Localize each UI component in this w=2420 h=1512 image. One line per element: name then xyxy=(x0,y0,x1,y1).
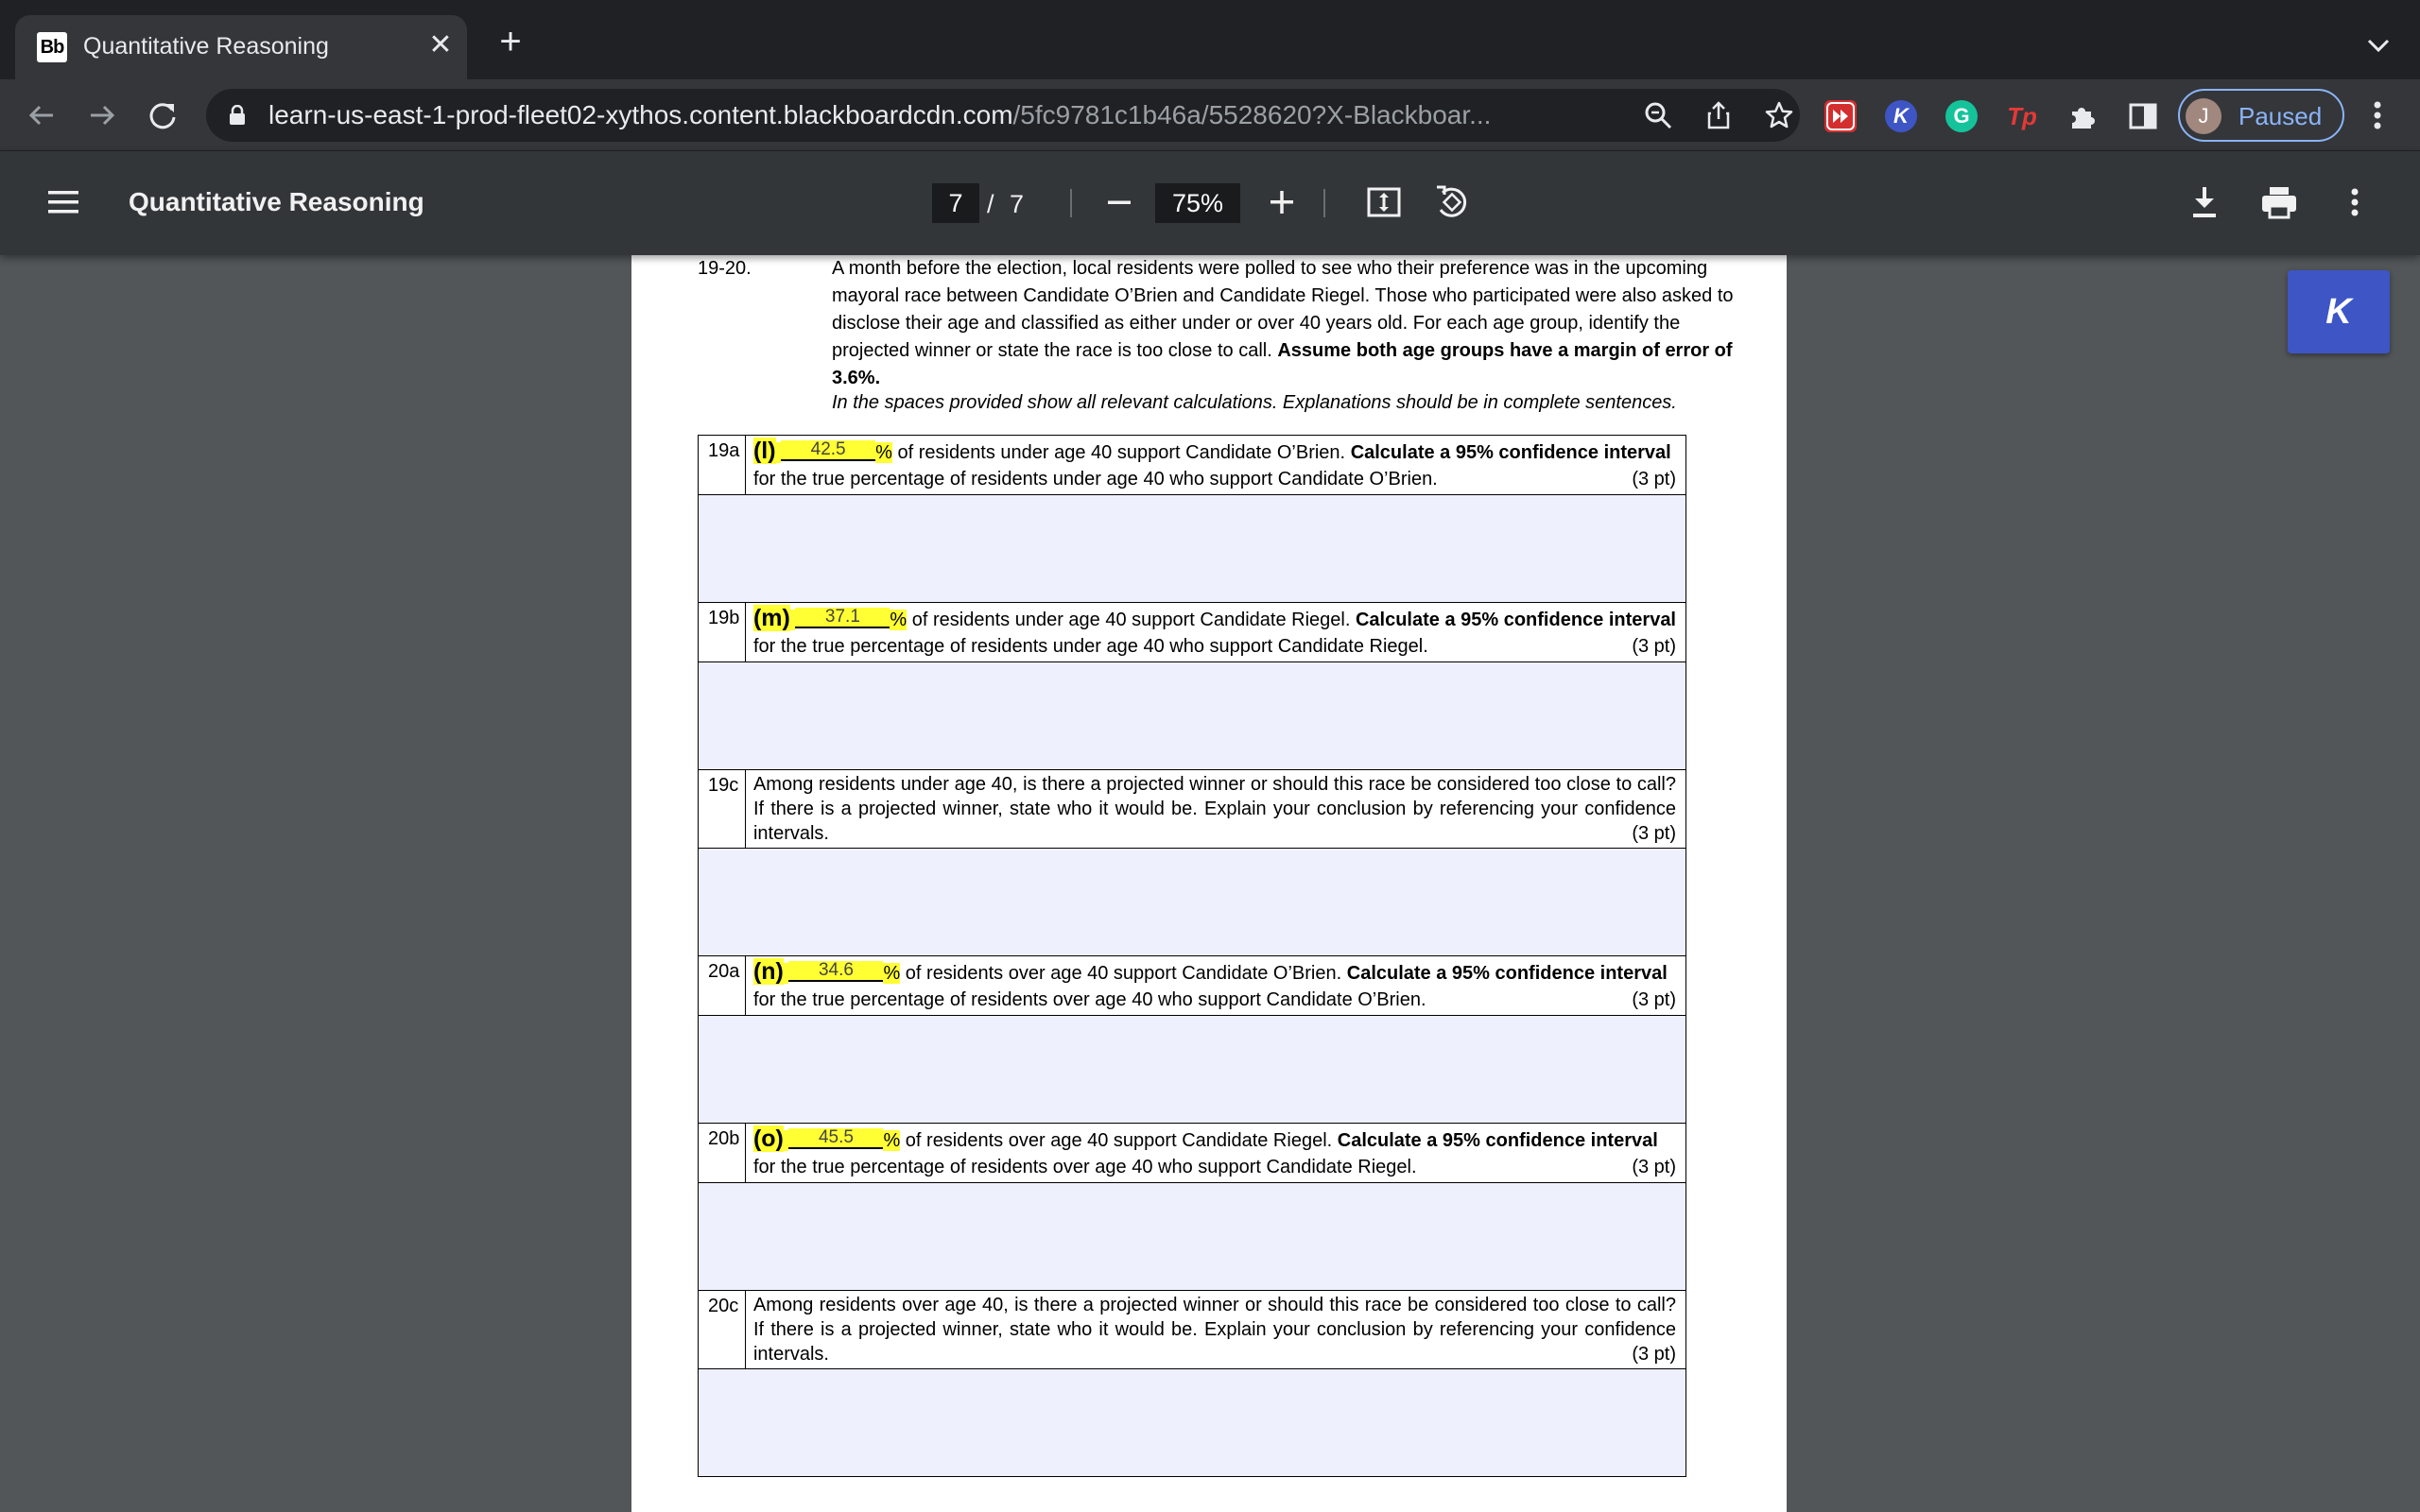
question-letter: (n) xyxy=(752,958,784,985)
question-row-19a xyxy=(699,436,1686,495)
question-rest: of residents under age 40 support Candidate Riegel. xyxy=(907,610,1351,630)
question-paragraph: Among residents under age 40, is there a projected winner or should this race be considered too close to call? If there is a projected winner, state who it would be. Explain your conclusion by referencing your confidence intervals. xyxy=(752,774,1676,844)
answer-field-n[interactable]: 34.6 xyxy=(788,961,883,982)
answer-area-19a[interactable] xyxy=(699,495,1686,603)
grammarly-icon[interactable]: G xyxy=(1945,100,1978,132)
points: (3 pt) xyxy=(1632,469,1676,490)
question-bold: Calculate a 95% confidence interval xyxy=(1337,1130,1658,1151)
answer-field-o[interactable]: 45.5 xyxy=(788,1128,883,1149)
browser-toolbar xyxy=(0,79,2420,151)
instructions: In the spaces provided show all relevant calculations. Explanations should be in complete sentences. xyxy=(832,392,1677,413)
points: (3 pt) xyxy=(1632,1344,1676,1365)
pdf-toolbar xyxy=(0,151,2420,255)
tab-close-icon[interactable]: ✕ xyxy=(428,29,453,60)
puzzle-icon[interactable] xyxy=(2066,100,2099,132)
intro-bold: Assume both age groups have a margin of error of 3.6%. xyxy=(832,340,1733,388)
question-bold: Calculate a 95% confidence interval xyxy=(1355,610,1676,630)
question-rest: of residents over age 40 support Candidate Riegel. xyxy=(900,1130,1333,1151)
pdf-title: Quantitative Reasoning xyxy=(129,187,424,216)
toolbar-divider xyxy=(1070,189,1072,217)
zoom-level-input[interactable]: 75% xyxy=(1155,183,1240,223)
question-number: 20c xyxy=(699,1291,746,1369)
browser-tab[interactable] xyxy=(15,15,467,79)
tab-strip xyxy=(0,0,2420,79)
sidepanel-icon[interactable] xyxy=(2127,100,2159,132)
tab-search-chevron-icon[interactable] xyxy=(2360,26,2397,64)
fit-to-page-icon[interactable] xyxy=(1365,183,1403,221)
answer-area-20c[interactable] xyxy=(699,1369,1686,1477)
question-number: 19a xyxy=(699,436,746,495)
share-icon[interactable] xyxy=(1703,100,1734,130)
question-text xyxy=(745,956,1685,1016)
new-tab-button[interactable]: + xyxy=(499,21,522,62)
profile-status: Paused xyxy=(2238,102,2323,130)
lock-icon[interactable] xyxy=(229,105,246,126)
percent-sign: % xyxy=(890,610,908,630)
url-domain: learn-us-east-1-prod-fleet02-xythos.content.blackboardcdn.com xyxy=(268,100,1013,129)
question-paragraph: Among residents over age 40, is there a projected winner or should this race be considered too close to call? If there is a projected winner, state who it would be. Explain your conclusion by referencing your confidence intervals. xyxy=(752,1295,1676,1365)
question-text xyxy=(745,603,1685,662)
question-bold: Calculate a 95% confidence interval xyxy=(1346,963,1668,984)
question-letter: (l) xyxy=(752,438,776,464)
answer-area-20a[interactable] xyxy=(699,1016,1686,1124)
page-separator: / xyxy=(987,190,994,218)
question-rest: of residents under age 40 support Candidate O’Brien. xyxy=(891,442,1346,463)
blackboard-favicon-icon: Bb xyxy=(37,32,67,62)
page-total: 7 xyxy=(1010,190,1025,218)
zoom-in-icon[interactable] xyxy=(1263,181,1301,223)
rotate-icon[interactable] xyxy=(1431,181,1473,223)
question-text xyxy=(745,436,1685,495)
sidebar-menu-icon[interactable] xyxy=(45,187,83,217)
question-row-19c xyxy=(699,770,1686,849)
question-number: 19c xyxy=(699,770,746,849)
intro-text: A month before the election, local residents were polled to see who their preference was in the upcoming mayoral race between Candidate O’Brien and Candidate Riegel. Those who participated were also asked to disclose their age and classified as either under or over 40 years old. For each age group, identify the projected winner or state the race is too close to call. xyxy=(832,258,1734,361)
points: (3 pt) xyxy=(1632,989,1676,1010)
percent-sign: % xyxy=(883,1130,901,1151)
download-icon[interactable] xyxy=(2186,181,2223,223)
question-row-20b xyxy=(699,1124,1686,1183)
question-text xyxy=(745,1291,1685,1369)
pdf-page xyxy=(631,255,1787,1512)
question-number: 19b xyxy=(699,603,746,662)
k-floating-button[interactable]: K xyxy=(2288,270,2390,353)
question-line2: for the true percentage of residents over age 40 who support Candidate Riegel. xyxy=(752,1157,1417,1177)
print-icon[interactable] xyxy=(2259,183,2299,221)
question-row-19b xyxy=(699,603,1686,662)
answer-field-l[interactable]: 42.5 xyxy=(781,440,875,461)
url-text xyxy=(268,99,1491,131)
fast-forward-icon[interactable] xyxy=(1824,100,1857,132)
pdf-more-options-icon[interactable] xyxy=(2341,183,2369,221)
answer-area-20b[interactable] xyxy=(699,1183,1686,1291)
zoom-out-icon[interactable] xyxy=(1100,183,1138,221)
problem-text xyxy=(832,255,1741,392)
question-row-20a xyxy=(699,956,1686,1016)
question-letter: (m) xyxy=(752,605,790,631)
question-line2: for the true percentage of residents under age 40 who support Candidate O’Brien. xyxy=(752,469,1438,490)
points: (3 pt) xyxy=(1632,823,1676,844)
answer-area-19b[interactable] xyxy=(699,662,1686,770)
question-bold: Calculate a 95% confidence interval xyxy=(1350,442,1671,463)
question-table xyxy=(698,435,1686,1477)
forward-arrow-icon[interactable] xyxy=(81,94,123,136)
reload-icon[interactable] xyxy=(142,94,183,136)
problem-number: 19-20. xyxy=(698,258,752,279)
address-bar[interactable] xyxy=(206,89,1800,142)
toolbar-divider xyxy=(1323,189,1325,217)
zoom-magnifier-icon[interactable] xyxy=(1643,100,1673,130)
tp-extension-icon[interactable]: Tp xyxy=(2007,102,2037,130)
k-extension-icon[interactable]: K xyxy=(1885,100,1917,132)
bookmark-star-icon[interactable] xyxy=(1764,100,1794,130)
percent-sign: % xyxy=(883,963,901,984)
question-text xyxy=(745,1124,1685,1183)
answer-field-m[interactable]: 37.1 xyxy=(795,608,890,628)
question-line2: for the true percentage of residents over age 40 who support Candidate O’Brien. xyxy=(752,989,1426,1010)
profile-button[interactable] xyxy=(2178,89,2344,142)
question-text xyxy=(745,770,1685,849)
tab-title: Quantitative Reasoning xyxy=(83,33,329,60)
avatar: J xyxy=(2186,98,2221,134)
points: (3 pt) xyxy=(1632,1157,1676,1177)
percent-sign: % xyxy=(875,442,892,463)
page-number-input[interactable]: 7 xyxy=(932,183,979,223)
question-number: 20b xyxy=(699,1124,746,1183)
url-path: /5fc9781c1b46a/5528620?X-Blackboar... xyxy=(1012,100,1492,129)
question-line2: for the true percentage of residents under age 40 who support Candidate Riegel. xyxy=(752,636,1428,657)
question-number: 20a xyxy=(699,956,746,1016)
browser-menu-icon[interactable] xyxy=(2363,96,2392,134)
back-arrow-icon[interactable] xyxy=(21,94,62,136)
points: (3 pt) xyxy=(1632,636,1676,657)
question-row-20c xyxy=(699,1291,1686,1369)
question-letter: (o) xyxy=(752,1125,784,1152)
answer-area-19c[interactable] xyxy=(699,849,1686,956)
question-rest: of residents over age 40 support Candidate O’Brien. xyxy=(900,963,1342,984)
